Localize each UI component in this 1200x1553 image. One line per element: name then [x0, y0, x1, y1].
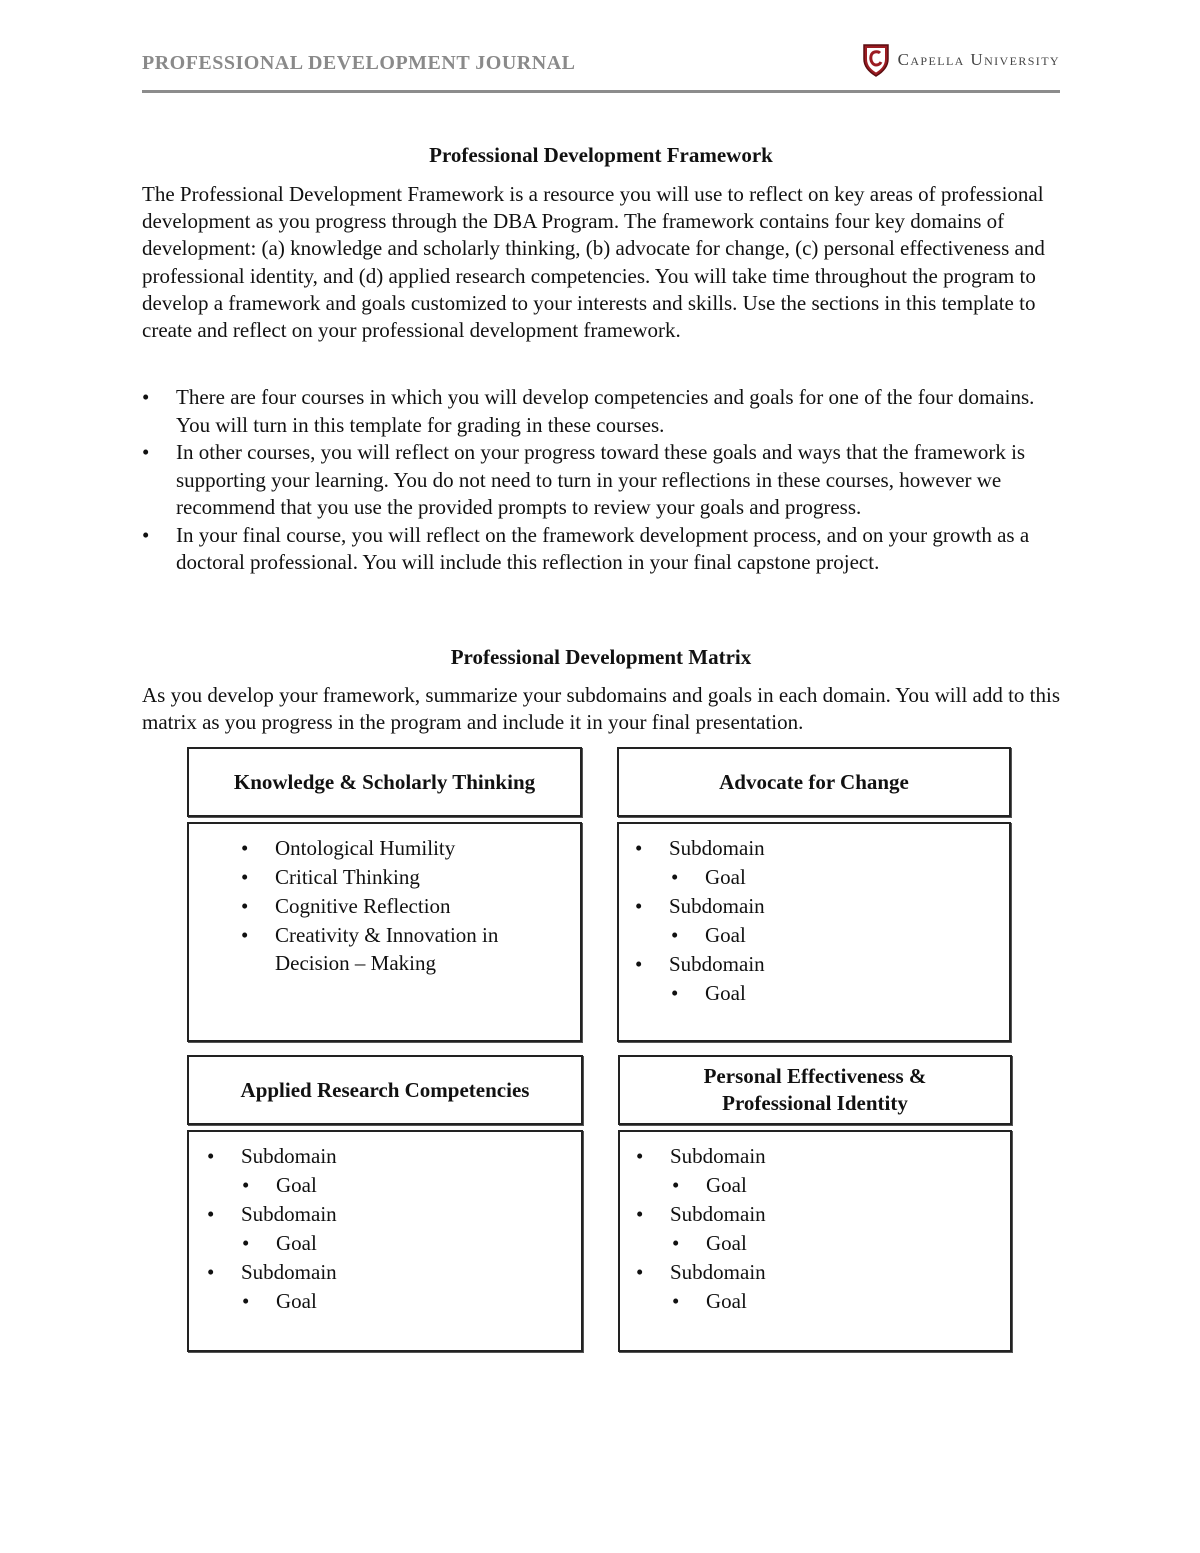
- goal-item: • Goal: [705, 921, 1009, 950]
- goal-item: • Goal: [706, 1287, 1010, 1316]
- subdomain-item: • Subdomain: [670, 1258, 1010, 1287]
- advocate-list: [635, 834, 1009, 1008]
- subdomain-item: • Subdomain: [241, 1258, 581, 1287]
- matrix-title: Professional Development Matrix: [450, 645, 752, 669]
- knowledge-heading: Knowledge & Scholarly Thinking: [233, 769, 536, 794]
- bullet-icon: •: [636, 1202, 644, 1226]
- goal-item: • Goal: [706, 1171, 1010, 1200]
- knowledge-list: [241, 834, 565, 977]
- bullet-icon: •: [142, 385, 150, 409]
- framework-bullets: [142, 384, 1062, 577]
- goal-item: • Goal: [706, 1229, 1010, 1258]
- advocate-content-box: [617, 822, 1011, 1042]
- personal-heading-box: [618, 1055, 1012, 1125]
- applied-content-box: [187, 1130, 583, 1352]
- subdomain-item: • Subdomain: [670, 1200, 1010, 1229]
- list-item: • Ontological Humility: [275, 834, 565, 863]
- bullet-icon: •: [207, 1202, 215, 1226]
- knowledge-heading-box: [187, 747, 582, 817]
- bullet-icon: •: [671, 923, 679, 947]
- subdomain-item: • Subdomain: [241, 1142, 581, 1171]
- knowledge-content-box: [187, 822, 582, 1042]
- advocate-heading-box: [617, 747, 1011, 817]
- bullet-icon: •: [241, 865, 249, 889]
- bullet-icon: •: [207, 1260, 215, 1284]
- bullet-icon: •: [241, 923, 249, 947]
- framework-title: Professional Development Framework: [429, 143, 773, 167]
- list-item: • In other courses, you will reflect on your progress toward these goals and ways that the framework is supporting your learning. You do not need to turn in your reflections in these courses, however we recommend that you use the provided prompts to review your goals and progress.: [142, 440, 1026, 519]
- bullet-icon: •: [672, 1173, 680, 1197]
- bullet-icon: •: [207, 1144, 215, 1168]
- list-item: • Creativity & Innovation in Decision – Making: [241, 923, 499, 975]
- bullet-icon: •: [142, 440, 150, 464]
- bullet-icon: •: [242, 1173, 250, 1197]
- subdomain-item: • Subdomain: [669, 950, 1009, 979]
- goal-item: • Goal: [705, 979, 1009, 1008]
- bullet-icon: •: [241, 836, 249, 860]
- page-header: [142, 40, 1060, 93]
- bullet-icon: •: [636, 1144, 644, 1168]
- bullet-icon: •: [242, 1231, 250, 1255]
- personal-content-box: [618, 1130, 1012, 1352]
- subdomain-item: • Subdomain: [241, 1200, 581, 1229]
- journal-title: PROFESSIONAL DEVELOPMENT JOURNAL: [142, 52, 576, 74]
- subdomain-item: • Subdomain: [669, 892, 1009, 921]
- subdomain-item: • Subdomain: [669, 834, 1009, 863]
- capella-shield-logo-icon: [862, 43, 890, 77]
- list-item: • Cognitive Reflection: [275, 892, 565, 921]
- framework-intro: The Professional Development Framework is a resource you will use to reflect on key areas of professional development as you progress through the DBA Program. The framework contains four key domains of development: (a) knowledge and scholarly thinking, (b) advocate for change, (c) personal effectiveness and professional identity, and (d) applied research competencies. You will take time throughout the program to develop a framework and goals customized to your interests and skills. Use the sections in this template to create and reflect on your professional development framework.: [142, 182, 1045, 343]
- bullet-icon: •: [672, 1231, 680, 1255]
- bullet-icon: •: [672, 1289, 680, 1313]
- subdomain-item: • Subdomain: [670, 1142, 1010, 1171]
- bullet-icon: •: [635, 952, 643, 976]
- bullet-icon: •: [636, 1260, 644, 1284]
- bullet-icon: •: [142, 522, 150, 547]
- goal-item: • Goal: [276, 1287, 581, 1316]
- logo-text: Capella University: [897, 50, 1060, 69]
- list-item: • In your final course, you will reflect on the framework development process, and on your growth as a doctoral professional. You will include this reflection in your final capstone project.: [142, 522, 1030, 574]
- advocate-heading: Advocate for Change: [719, 769, 909, 794]
- bullet-icon: •: [635, 836, 643, 860]
- list-item: • Critical Thinking: [275, 863, 565, 892]
- goal-item: • Goal: [276, 1229, 581, 1258]
- applied-list: [207, 1142, 581, 1316]
- bullet-icon: •: [241, 894, 249, 918]
- goal-item: • Goal: [705, 863, 1009, 892]
- personal-heading: Personal Effectiveness & Professional Identity: [703, 1064, 927, 1115]
- bullet-icon: •: [671, 981, 679, 1005]
- applied-heading-box: [187, 1055, 583, 1125]
- bullet-icon: •: [635, 894, 643, 918]
- capella-logo: [862, 42, 1060, 78]
- bullet-icon: •: [242, 1289, 250, 1313]
- goal-item: • Goal: [276, 1171, 581, 1200]
- list-item: • There are four courses in which you will develop competencies and goals for one of the four domains. You will turn in this template for grading in these courses.: [142, 385, 1035, 437]
- applied-heading: Applied Research Competencies: [240, 1077, 530, 1102]
- personal-list: [636, 1142, 1010, 1316]
- bullet-icon: •: [671, 865, 679, 889]
- matrix-intro: As you develop your framework, summarize your subdomains and goals in each domain. You will add to this matrix as you progress in the program and include it in your final presentation.: [142, 683, 1061, 735]
